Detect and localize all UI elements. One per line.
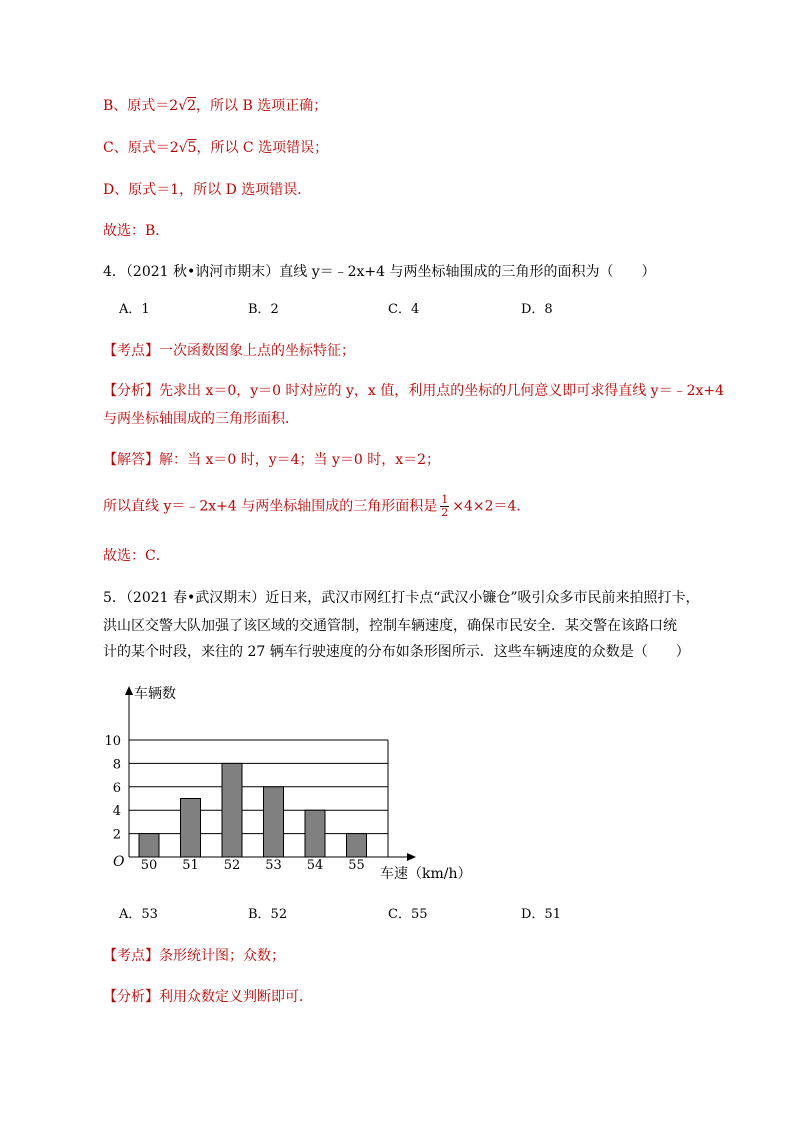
b-prefix: B、原式＝2√ (103, 98, 188, 114)
y-tick-label: 2 (112, 827, 121, 843)
x-axis-arrow-icon (407, 853, 416, 861)
q5-fenxi (103, 987, 313, 1007)
fenxi-tag: 【分析】 (103, 383, 159, 399)
q4-option-c: C．4 (388, 302, 420, 317)
bar (305, 810, 325, 857)
jieda-text: 解：当 x＝0 时，y＝4；当 y＝0 时，x＝2； (159, 452, 441, 468)
result-prefix: 所以直线 y＝﹣2x+4 与两坐标轴围成的三角形面积是 (103, 498, 438, 515)
bar (139, 834, 159, 857)
y-axis-arrow-icon (125, 686, 133, 695)
q5-kaodian (103, 946, 285, 966)
answer-choice-prev: 故选：B． (103, 223, 170, 239)
q5-option-d: D．51 (521, 907, 561, 922)
x-axis-label: 车速（km/h） (380, 866, 472, 882)
x-tick-label: 54 (306, 858, 324, 873)
bar (181, 799, 201, 858)
kaodian-tag: 【考点】 (103, 948, 159, 964)
q4-option-a: A．1 (119, 302, 150, 317)
q5-option-b: B．52 (248, 907, 288, 922)
question-4-stem: 4．（2021 秋•讷河市期末）直线 y＝﹣2x+4 与两坐标轴围成的三角形的面积为（ ） (103, 264, 656, 280)
question-5-stem-line2: 洪山区交警大队加强了该区域的交通管制，控制车辆速度，确保市民安全．某交警在该路口统 (103, 618, 677, 634)
c-prefix: C、原式＝2√ (103, 140, 188, 156)
y-tick-label: 8 (112, 757, 121, 773)
bar (347, 834, 367, 857)
kaodian-text: 条形统计图；众数； (159, 948, 285, 964)
fenxi-tag: 【分析】 (103, 989, 159, 1005)
fraction-numerator: 1 (441, 493, 449, 506)
question-5-stem-line3: 计的某个时段，来往的 27 辆车行驶速度的分布如条形图所示．这些车辆速度的众数是（ ） (103, 644, 690, 660)
q4-option-b: B．2 (248, 302, 279, 317)
b-radicand: 2 (187, 98, 197, 114)
kaodian-tag: 【考点】 (103, 343, 159, 359)
kaodian-text: 一次函数图象上点的坐标特征； (159, 343, 355, 359)
result-suffix: ×4×2＝4． (452, 498, 531, 515)
origin-label: O (113, 854, 125, 870)
x-tick-label: 50 (140, 858, 158, 873)
c-radicand: 5 (187, 140, 197, 156)
q5-option-a: A．53 (119, 907, 158, 922)
fenxi-text: 利用众数定义判断即可． (159, 989, 313, 1005)
y-axis-label: 车辆数 (134, 686, 176, 702)
bar (222, 763, 242, 857)
q4-answer-choice: 故选：C． (103, 548, 170, 564)
question-5-stem-line1: 5．（2021 春•武汉期末）近日来，武汉市网红打卡点“武汉小镰仓”吸引众多市民前来拍照打卡， (103, 590, 700, 606)
fraction-denominator: 2 (441, 506, 449, 519)
x-tick-label: 55 (348, 858, 365, 873)
b-suffix: ，所以 B 选项正确； (196, 98, 328, 114)
x-tick-label: 53 (265, 858, 282, 873)
y-tick-label: 6 (112, 780, 121, 796)
option-d-explanation: D、原式＝1，所以 D 选项错误． (103, 182, 312, 198)
y-tick-label: 4 (112, 804, 121, 820)
x-tick-label: 52 (223, 858, 241, 873)
q4-option-d: D．8 (521, 302, 553, 317)
x-tick-label: 51 (182, 858, 199, 873)
q5-option-c: C．55 (388, 907, 428, 922)
fenxi-text-1: 先求出 x＝0，y＝0 时对应的 y，x 值，利用点的坐标的几何意义即可求得直线 y＝﹣2x+4 (159, 383, 725, 399)
bar (264, 787, 284, 857)
q4-fenxi-line2: 与两坐标轴围成的三角形面积． (103, 411, 299, 427)
c-suffix: ，所以 C 选项错误； (196, 140, 329, 156)
jieda-tag: 【解答】 (103, 452, 159, 468)
y-tick-label: 10 (104, 734, 121, 749)
